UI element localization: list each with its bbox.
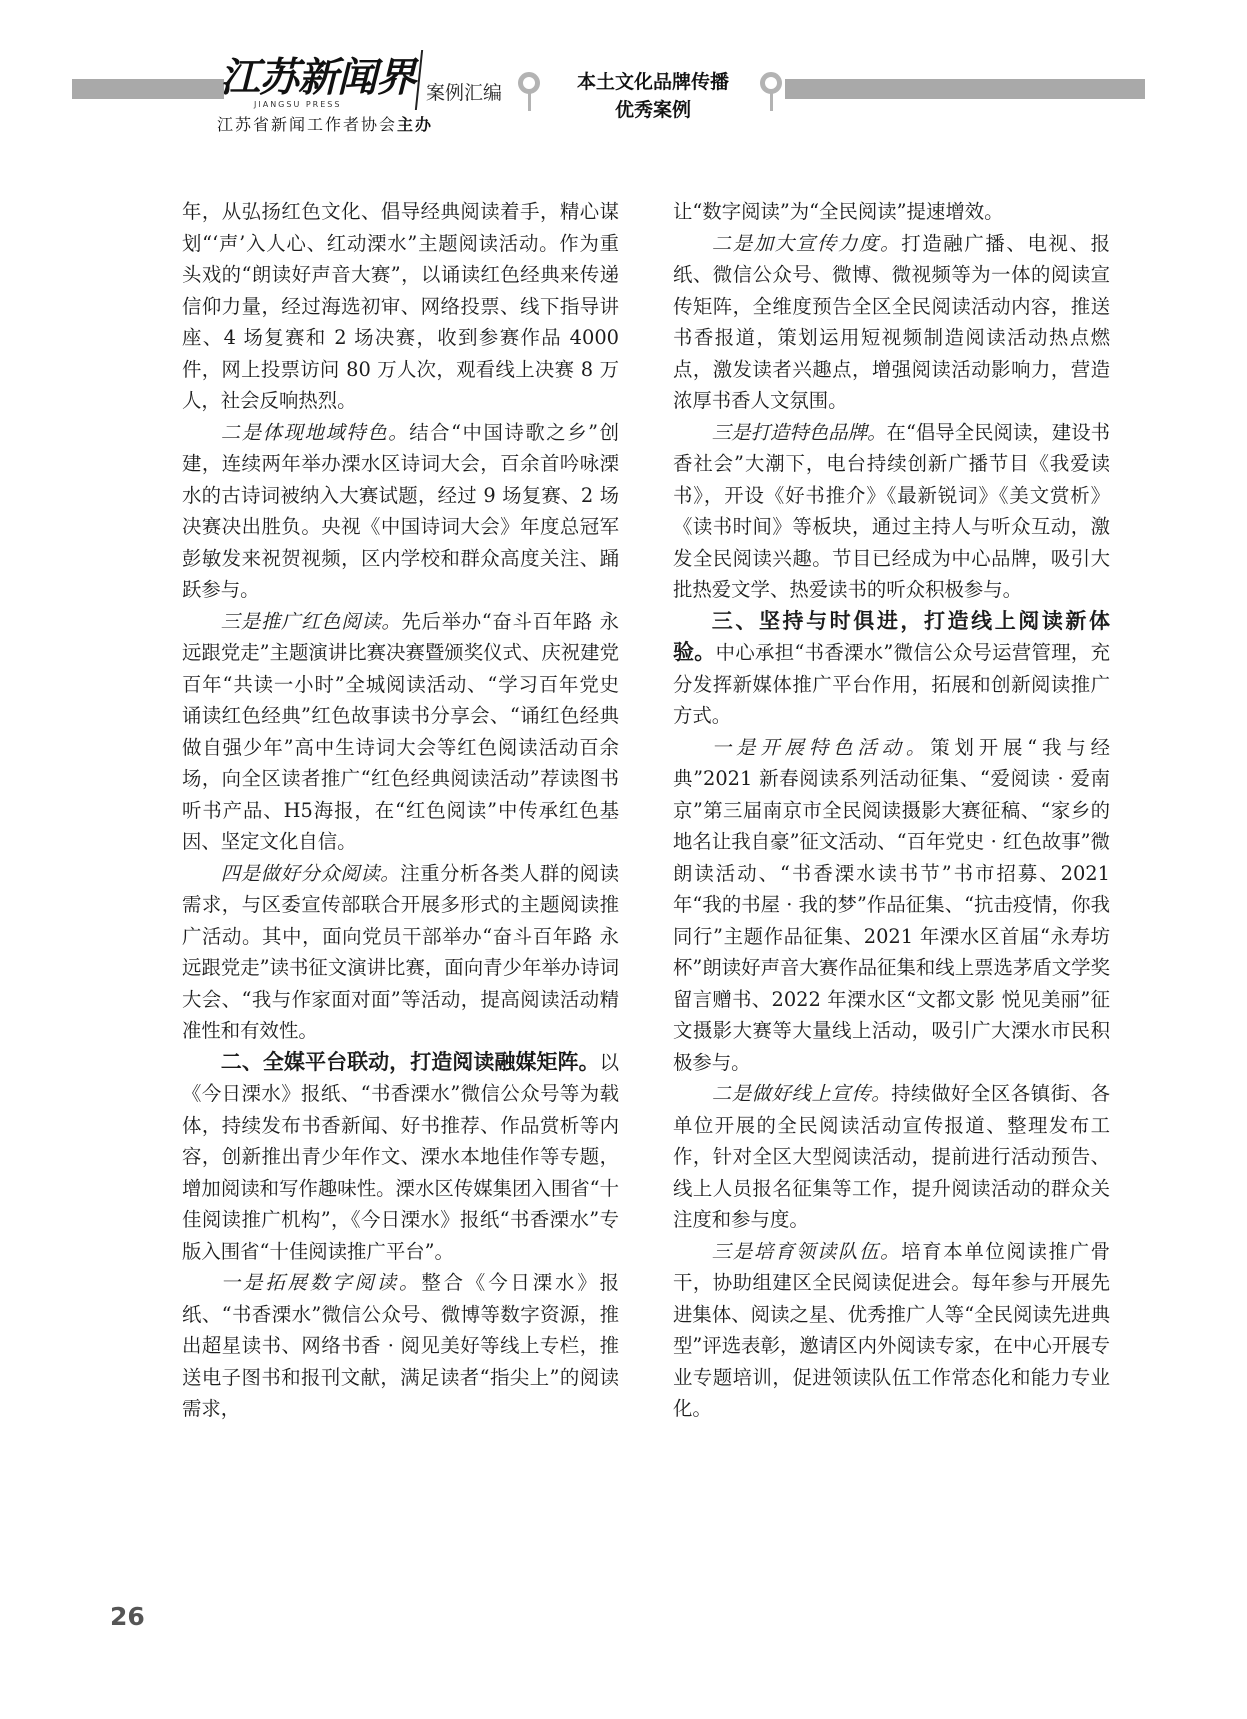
- paragraph: [182, 1267, 619, 1425]
- paragraph-lead: 二是做好线上宣传。: [711, 1082, 892, 1105]
- paragraph-lead: 四是做好分众阅读。: [220, 861, 401, 885]
- pin-icon-left: [518, 72, 540, 94]
- header-bar-right: [785, 79, 1145, 99]
- page-number: 26: [110, 1602, 145, 1631]
- paragraph: [673, 732, 1110, 1079]
- paragraph-text: 在“倡导全民阅读，建设书香社会”大潮下，电台持续创新广播节目《我爱读书》，开设《好书推介》《最新锐词》《美文赏析》《读书时间》等板块，通过主持人与听众互动，激发全民阅读兴趣。节目已经成为中心品牌，吸引大批热爱文学、热爱读书的听众积极参与。: [673, 420, 1110, 601]
- paragraph-lead: 三是培育领读队伍。: [711, 1239, 902, 1263]
- article-column-left: [182, 196, 619, 1425]
- paragraph-text: 结合“中国诗歌之乡”创建，连续两年举办溧水区诗词大会，百余首吟咏溧水的古诗词被纳入大赛试题，经过 9 场复赛、2 场决赛决出胜负。央视《中国诗词大会》年度总冠军彭敏发来祝贺视频，区内学校和群众高度关注、踊跃参与。: [182, 420, 620, 601]
- paragraph-lead: 二是体现地域特色。: [220, 420, 410, 444]
- paragraph: [182, 606, 619, 858]
- paragraph: [673, 1236, 1110, 1425]
- pin-icon-right: [760, 72, 782, 94]
- paragraph: [673, 417, 1110, 606]
- paragraph-text: 培育本单位阅读推广骨干，协助组建区全民阅读促进会。每年参与开展先进集体、阅读之星、优秀推广人等“全民阅读先进典型”评选表彰，邀请区内外阅读专家，在中心开展专业专题培训，促进领读队伍工作常态化和能力专业化。: [673, 1239, 1110, 1420]
- column-topic-line1: 本土文化品牌传播: [576, 71, 729, 93]
- magazine-logo: 江苏新闻界: [220, 55, 415, 101]
- section-paragraph: [182, 1047, 619, 1268]
- paragraph-lead: 一是拓展数字阅读。: [220, 1271, 422, 1294]
- paragraph-text: 以《今日溧水》报纸、“书香溧水”微信公众号等为载体，持续发布书香新闻、好书推荐、作品赏析等内容，创新推出青少年作文、溧水本地佳作等专题，增加阅读和写作趣味性。溧水区传媒集团入围省“十佳阅读推广机构”，《今日溧水》报纸“书香溧水”专版入围省“十佳阅读推广平台”。: [182, 1050, 619, 1263]
- section-heading: 二、全媒平台联动，打造阅读融媒矩阵。: [220, 1049, 600, 1074]
- article-column-right: [673, 196, 1110, 1425]
- section-heading: 三、坚持与时俱进，打造线上阅读新体验。: [673, 608, 1110, 664]
- paragraph-lead: 一是开展特色活动。: [711, 735, 931, 759]
- paragraph-lead: 三是推广红色阅读。: [220, 609, 402, 633]
- paragraph-text: 注重分析各类人群的阅读需求，与区委宣传部联合开展多形式的主题阅读推广活动。其中，面向党员干部举办“奋斗百年路 永远跟党走”读书征文演讲比赛，面向青少年举办诗词大会、“我与作家面对面”等活动，提高阅读活动精准性和有效性。: [182, 861, 619, 1042]
- header-bar-left: [72, 79, 224, 99]
- header-divider: [415, 50, 423, 110]
- paragraph-text: 持续做好全区各镇街、各单位开展的全民阅读活动宣传报道、整理发布工作，针对全区大型阅读活动，提前进行活动预告、线上人员报名征集等工作，提升阅读活动的群众关注度和参与度。: [673, 1082, 1110, 1231]
- paragraph-text: 先后举办“奋斗百年路 永远跟党走”主题演讲比赛决赛暨颁奖仪式、庆祝建党百年“共读一小时”全城阅读活动、“学习百年党史 诵读红色经典”红色故事读书分享会、“诵红色经典 做自强少年”高中生诗词大会等红色阅读活动百余场，向全区读者推广“红色经典阅读活动”荐读图书听书产品、H5海报，在“红色阅读”中传承红色基因、坚定文化自信。: [182, 609, 620, 853]
- paragraph: [673, 228, 1110, 417]
- paragraph-text: 整合《今日溧水》报纸、“书香溧水”微信公众号、微博等数字资源，推出超星读书、网络书香 · 阅见美好等线上专栏，推送电子图书和报刊文献，满足读者“指尖上”的阅读需求，: [182, 1271, 620, 1420]
- paragraph-lead: 三是打造特色品牌。: [711, 420, 887, 444]
- paragraph: [182, 858, 619, 1047]
- magazine-logo-english: JIANGSU PRESS: [254, 100, 342, 109]
- paragraph: 年，从弘扬红色文化、倡导经典阅读着手，精心谋划“‘声’入人心、红动溧水”主题阅读活动。作为重头戏的“朗读好声音大赛”，以诵读红色经典来传递信仰力量，经过海选初审、网络投票、线下指导讲座、4 场复赛和 2 场决赛，收到参赛作品 4000 件，网上投票访问 80 万人次，观看线上决赛 8 万人，社会反响热烈。: [182, 200, 619, 412]
- paragraph: [182, 417, 619, 606]
- sponsor-suffix: 主办: [397, 115, 434, 134]
- column-topic: [548, 68, 758, 124]
- section-paragraph: [673, 606, 1110, 732]
- paragraph: 让“数字阅读”为“全民阅读”提速增效。: [673, 200, 1004, 223]
- paragraph-text: 中心承担“书香溧水”微信公众号运营管理，充分发挥新媒体推广平台作用，拓展和创新阅读推广方式。: [673, 641, 1111, 727]
- paragraph: [673, 1078, 1110, 1236]
- section-name: 案例汇编: [426, 82, 503, 104]
- paragraph-text: 策划开展“我与经典”2021 新春阅读系列活动征集、“爱阅读 · 爱南京”第三届南京市全民阅读摄影大赛征稿、“家乡的地名让我自豪”征文活动、“百年党史 · 红色故事”微朗读活动、“书香溧水读书节”书市招募、2021 年“我的书屋 · 我的梦”作品征集、“抗击疫情，你我同行”主题作品征集、2021 年溧水区首届“永寿坊杯”朗读好声音大赛作品征集和线上票选茅盾文学奖留言赠书、2022 年溧水区“文都文影 悦见美丽”征文摄影大赛等大量线上活动，吸引广大溧水市民积极参与。: [673, 735, 1111, 1074]
- sponsor-line: [217, 112, 433, 135]
- paragraph-lead: 二是加大宣传力度。: [711, 231, 902, 255]
- column-topic-line2: 优秀案例: [614, 99, 691, 121]
- paragraph-text: 打造融广播、电视、报纸、微信公众号、微博、微视频等为一体的阅读宣传矩阵，全维度预告全区全民阅读活动内容，推送书香报道，策划运用短视频制造阅读活动热点燃点，激发读者兴趣点，增强阅读活动影响力，营造浓厚书香人文氛围。: [673, 231, 1110, 412]
- sponsor-name: 江苏省新闻工作者协会: [217, 115, 398, 134]
